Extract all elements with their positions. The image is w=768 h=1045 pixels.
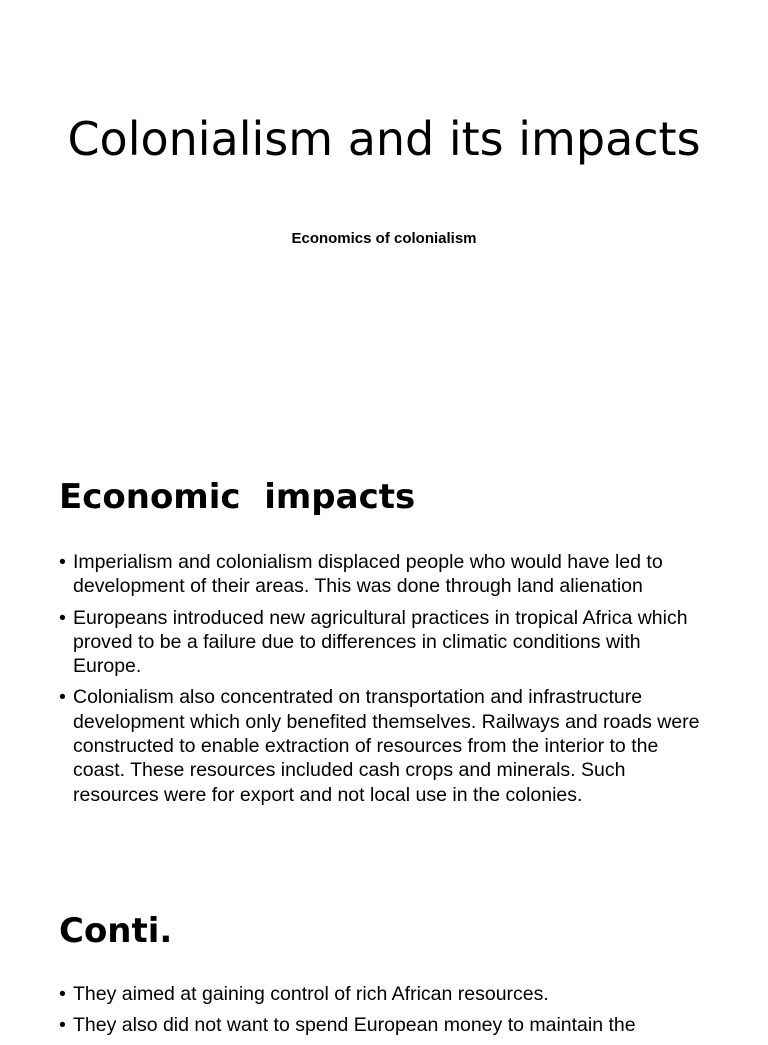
content-slide-economic-impacts: [0, 440, 768, 874]
bullet-list: [59, 982, 709, 1045]
bullet-item: • Imperialism and colonialism displaced people who would have led to development of their areas. This was done through land alienation: [59, 550, 709, 599]
bullet-item: • They also did not want to spend European money to maintain the: [59, 1013, 709, 1037]
slide-title: Colonialism and its impacts: [67, 112, 701, 166]
bullet-item: • Colonialism also concentrated on transportation and infrastructure development which only benefited themselves. Railways and roads were constructed to enable extraction of resources from the interior to the coast. These resources included cash crops and minerals. Such resources were for export and not local use in the colonies.: [59, 685, 709, 806]
slide-heading: Conti.: [59, 911, 173, 951]
content-slide-conti: [0, 874, 768, 1037]
slide-subtitle: Economics of colonialism: [291, 230, 477, 247]
bullet-item: • Europeans introduced new agricultural practices in tropical Africa which proved to be a failure due to differences in climatic conditions with Europe.: [59, 606, 709, 679]
slide-heading: Economic impacts: [59, 477, 416, 517]
bullet-list: [59, 550, 709, 814]
bullet-item: • They aimed at gaining control of rich African resources.: [59, 982, 709, 1006]
title-slide: [0, 0, 768, 440]
